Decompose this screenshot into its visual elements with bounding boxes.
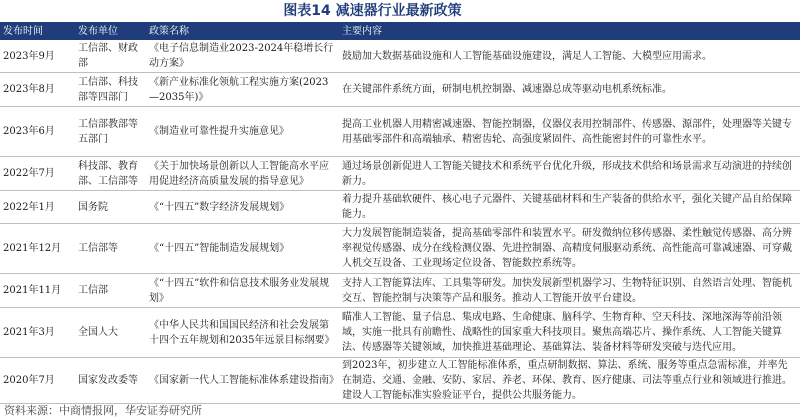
cell-unit: 国家发改委等 xyxy=(75,358,146,404)
cell-content: 通过场景创新促进人工智能关键技术和系统平台优化升级，形成技术供给和场景需求互动演进的持续创新力。 xyxy=(339,157,800,191)
cell-unit: 科技部、教育部、工信部等 xyxy=(75,157,146,191)
cell-policy: 《新产业标准化领航工程实施方案(2023—2035年)》 xyxy=(146,73,339,107)
header-content: 主要内容 xyxy=(339,22,800,40)
cell-time: 2020年7月 xyxy=(0,358,75,404)
cell-policy: 《“十四五”软件和信息技术服务业发展规划》 xyxy=(146,274,339,308)
cell-time: 2023年6月 xyxy=(0,107,75,157)
cell-time: 2022年7月 xyxy=(0,157,75,191)
header-unit: 发布单位 xyxy=(75,22,146,40)
cell-time: 2023年9月 xyxy=(0,40,75,73)
header-time: 发布时间 xyxy=(0,22,75,40)
cell-unit: 国务院 xyxy=(75,191,146,224)
header-policy: 政策名称 xyxy=(146,22,339,40)
cell-content: 到2023年，初步建立人工智能标准体系，重点研制数据、算法、系统、服务等重点急需标准，并率先在制造、交通、金融、安防、家居、养老、环保、教育、医疗健康、司法等重点行业和领域进行推进。建设人工智能标准实验验证平台，提供公共服务能力。 xyxy=(339,358,800,404)
table-row xyxy=(0,191,800,224)
cell-unit: 工信部等 xyxy=(75,224,146,274)
cell-policy: 《中华人民共和国国民经济和社会发展第十四个五年规划和2035年远景目标纲要》 xyxy=(146,308,339,358)
cell-policy: 《制造业可靠性提升实施意见》 xyxy=(146,107,339,157)
table-row xyxy=(0,358,800,404)
table-row xyxy=(0,224,800,274)
cell-unit: 工信部、科技部等四部门 xyxy=(75,73,146,107)
table-row xyxy=(0,157,800,191)
cell-unit: 工信部、财政部 xyxy=(75,40,146,73)
cell-unit: 工信部教部等五部门 xyxy=(75,107,146,157)
cell-time: 2021年3月 xyxy=(0,308,75,358)
table-header-row xyxy=(0,22,800,40)
table-row xyxy=(0,40,800,73)
table-row xyxy=(0,274,800,308)
cell-content: 着力提升基础软硬件、核心电子元器件、关键基础材料和生产装备的供给水平，强化关键产品自给保障能力。 xyxy=(339,191,800,224)
cell-time: 2021年11月 xyxy=(0,274,75,308)
table-row xyxy=(0,73,800,107)
cell-unit: 工信部 xyxy=(75,274,146,308)
figure-title: 图表14 减速器行业最新政策 xyxy=(283,3,462,19)
cell-time: 2023年8月 xyxy=(0,73,75,107)
cell-policy: 《关于加快场景创新以人工智能高水平应用促进经济高质量发展的指导意见》 xyxy=(146,157,339,191)
table-row xyxy=(0,308,800,358)
cell-policy: 《“十四五”智能制造发展规划》 xyxy=(146,224,339,274)
cell-time: 2022年1月 xyxy=(0,191,75,224)
cell-unit: 全国人大 xyxy=(75,308,146,358)
source-note: 资料来源：中商情报网，华安证券研究所 xyxy=(4,404,202,417)
cell-content: 瞄准人工智能、量子信息、集成电路、生命健康、脑科学、生物育种、空天科技、深地深海等前沿领域，实施一批具有前瞻性、战略性的国家重大科技项目。聚焦高端芯片、操作系统、人工智能关键算法、传感器等关键领域，加快推进基础理论、基础算法、装备材料等研发突破与迭代应用。 xyxy=(339,308,800,358)
cell-content: 鼓励加大数据基础设施和人工智能基础设施建设，满足人工智能、大模型应用需求。 xyxy=(339,40,800,73)
policy-table xyxy=(0,22,800,404)
table-row xyxy=(0,107,800,157)
cell-policy: 《电子信息制造业2023-2024年稳增长行动方案》 xyxy=(146,40,339,73)
cell-content: 在关键部件系统方面，研制电机控制器、减速器总成等驱动电机系统标准。 xyxy=(339,73,800,107)
cell-content: 大力发展智能制造装备，提高基础零部件和装置水平。研发微纳位移传感器、柔性触觉传感器、高分辨率视觉传感器、成分在线检测仪器、先进控制器、高精度伺服驱动系统、高性能高可靠减速器、可穿戴人机交互设备、工业现场定位设备、智能数控系统等。 xyxy=(339,224,800,274)
cell-policy: 《“十四五”数字经济发展规划》 xyxy=(146,191,339,224)
cell-content: 支持人工智能算法库、工具集等研发。加快发展新型机器学习、生物特征识别、自然语言处理、智能机交互、智能控制与决策等产品和服务。推动人工智能开放平台建设。 xyxy=(339,274,800,308)
cell-content: 提高工业机器人用精密减速器、智能控制器，仪器仪表用控制部件、传感器、源部件，处理器等关键专用基础零部件和高端轴承、精密齿轮、高强度紧固件、高性能密封件的可靠性水平。 xyxy=(339,107,800,157)
cell-policy: 《国家新一代人工智能标准体系建设指南》 xyxy=(146,358,339,404)
cell-time: 2021年12月 xyxy=(0,224,75,274)
